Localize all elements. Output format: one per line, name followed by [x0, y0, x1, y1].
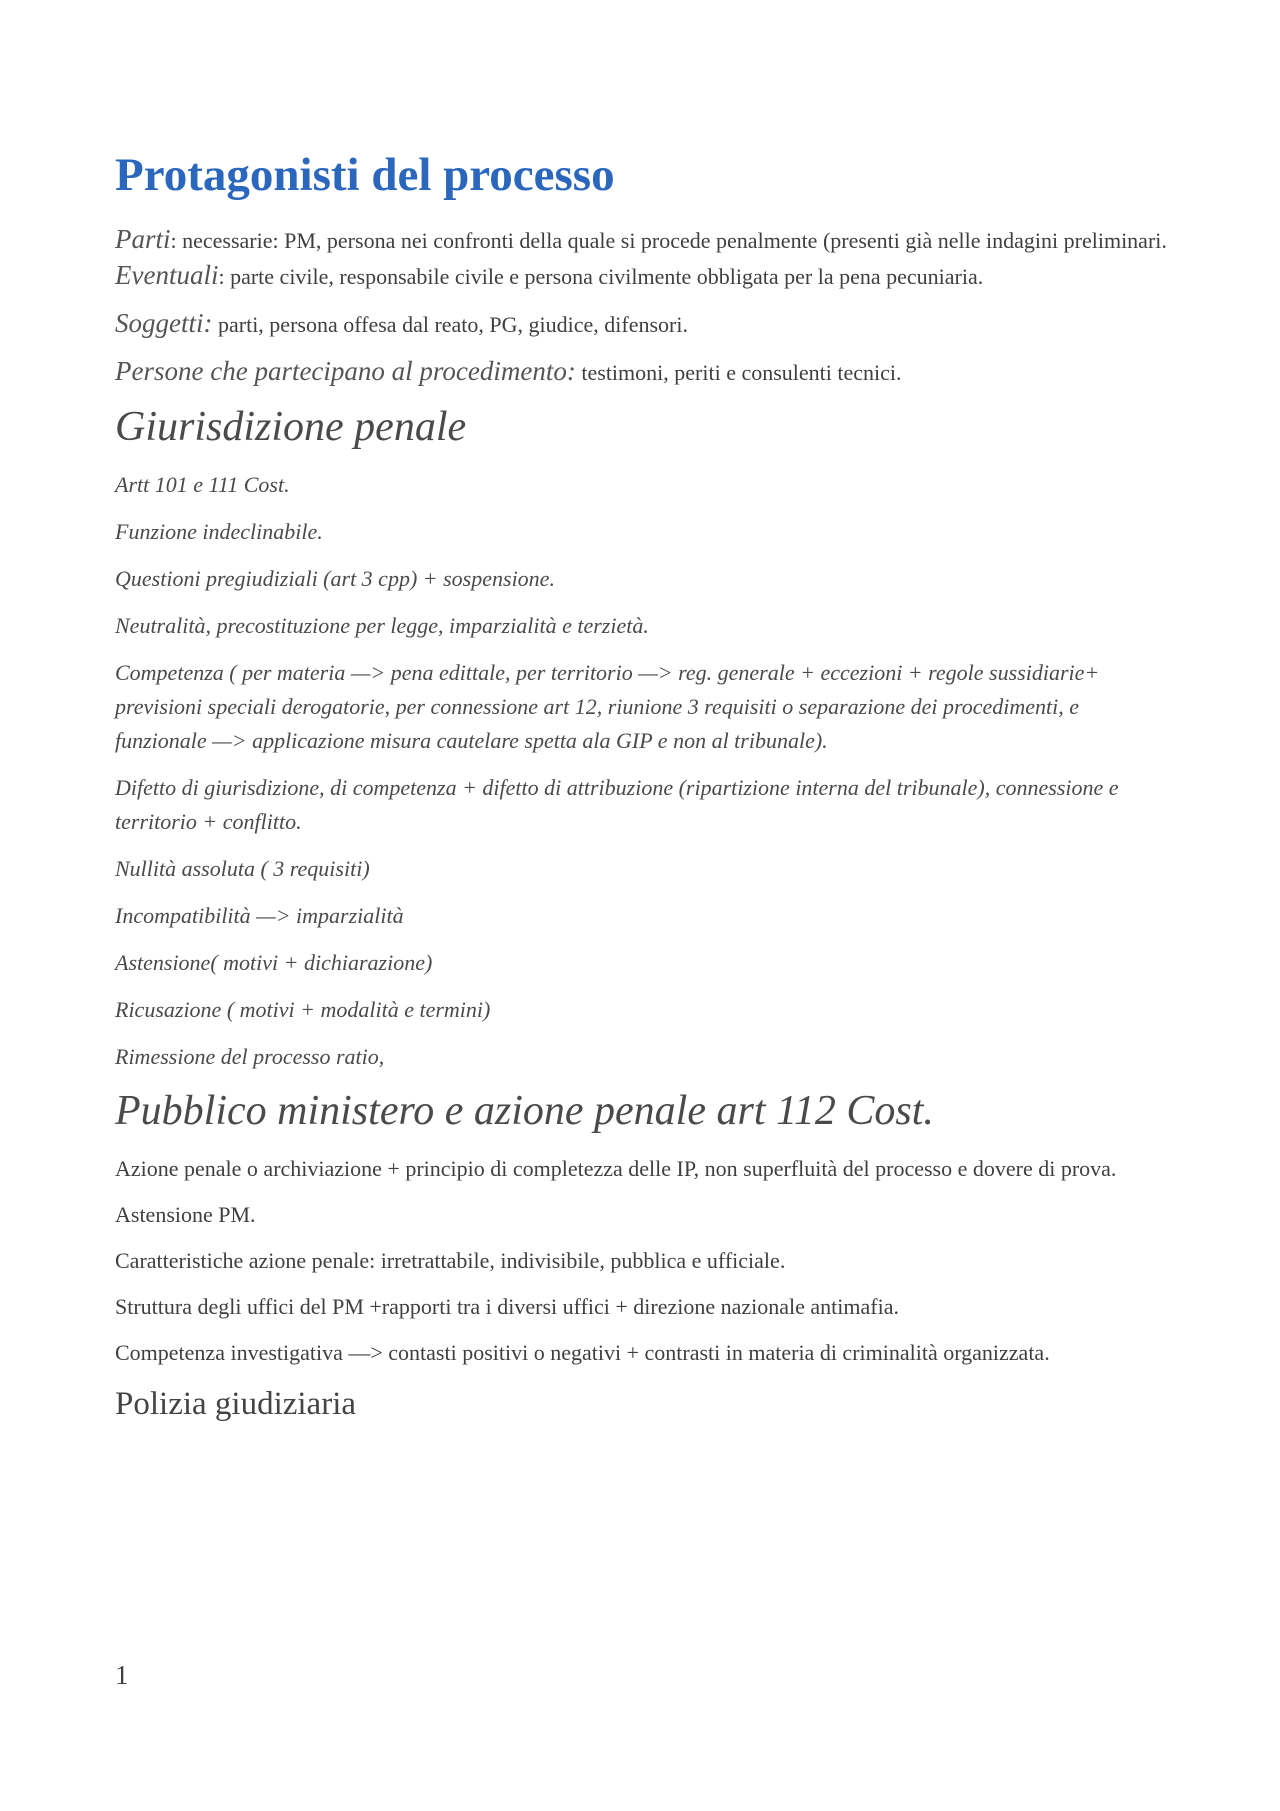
- list-item: Competenza investigativa —> contasti positivi o negativi + contrasti in materia di criminalità organizzata.: [115, 1340, 1050, 1366]
- parti-label: Parti: [115, 223, 171, 254]
- soggetti-text: parti, persona offesa dal reato, PG, giudice, difensori.: [212, 311, 688, 337]
- list-item: Rimessione del processo ratio,: [115, 1043, 385, 1069]
- paragraph-soggetti: [115, 306, 1170, 342]
- list-item: Struttura degli uffici del PM +rapporti tra i diversi uffici + direzione nazionale antimafia.: [115, 1294, 899, 1320]
- paragraph-parti: [115, 222, 1170, 294]
- list-item: Neutralità, precostituzione per legge, imparzialità e terzietà.: [115, 612, 649, 638]
- list-item: Astensione PM.: [115, 1202, 256, 1228]
- parti-text: : necessarie: PM, persona nei confronti della quale si procede penalmente (presenti già nelle indagini preliminari.: [170, 227, 1167, 253]
- list-item: Artt 101 e 111 Cost.: [115, 471, 290, 497]
- page-number: 1: [115, 1660, 129, 1690]
- list-item: Azione penale o archiviazione + principio di completezza delle IP, non superfluità del processo e dovere di prova.: [115, 1156, 1117, 1182]
- list-item: Nullità assoluta ( 3 requisiti): [115, 855, 370, 881]
- list-item: Funzione indeclinabile.: [115, 518, 323, 544]
- list-item: Incompatibilità —> imparzialità: [115, 902, 404, 928]
- list-item: Competenza ( per materia —> pena edittale, per territorio —> reg. generale + eccezioni + regole sussidiarie+ previsioni speciali derogatorie, per connessione art 12, riunione 3 requisiti o separazione dei procedimenti, e funzionale —> applicazione misura cautelare spetta ala GIP e non al tribunale).: [115, 659, 1100, 753]
- eventuali-text: : parte civile, responsabile civile e persona civilmente obbligata per la pena pecuniaria.: [218, 263, 984, 289]
- document-title: Protagonisti del processo: [115, 149, 615, 201]
- persone-text: testimoni, periti e consulenti tecnici.: [575, 359, 902, 385]
- list-item: Astensione( motivi + dichiarazione): [115, 949, 433, 975]
- soggetti-label: Soggetti:: [115, 307, 213, 338]
- list-item: Ricusazione ( motivi + modalità e termini): [115, 996, 491, 1022]
- paragraph-persone: [115, 354, 1170, 390]
- document-page: [115, 150, 1170, 1422]
- heading-giurisdizione: Giurisdizione penale: [115, 403, 467, 450]
- heading-polizia-giudiziaria: Polizia giudiziaria: [115, 1386, 357, 1423]
- heading-pubblico-ministero: Pubblico ministero e azione penale art 112 Cost.: [115, 1087, 934, 1134]
- list-item: Difetto di giurisdizione, di competenza + difetto di attribuzione (ripartizione interna del tribunale), connessione e territorio + conflitto.: [115, 774, 1119, 834]
- persone-label: Persone che partecipano al procedimento:: [115, 355, 576, 386]
- eventuali-label: Eventuali: [115, 259, 219, 290]
- list-item: Questioni pregiudiziali (art 3 cpp) + sospensione.: [115, 565, 555, 591]
- list-item: Caratteristiche azione penale: irretrattabile, indivisibile, pubblica e ufficiale.: [115, 1248, 786, 1274]
